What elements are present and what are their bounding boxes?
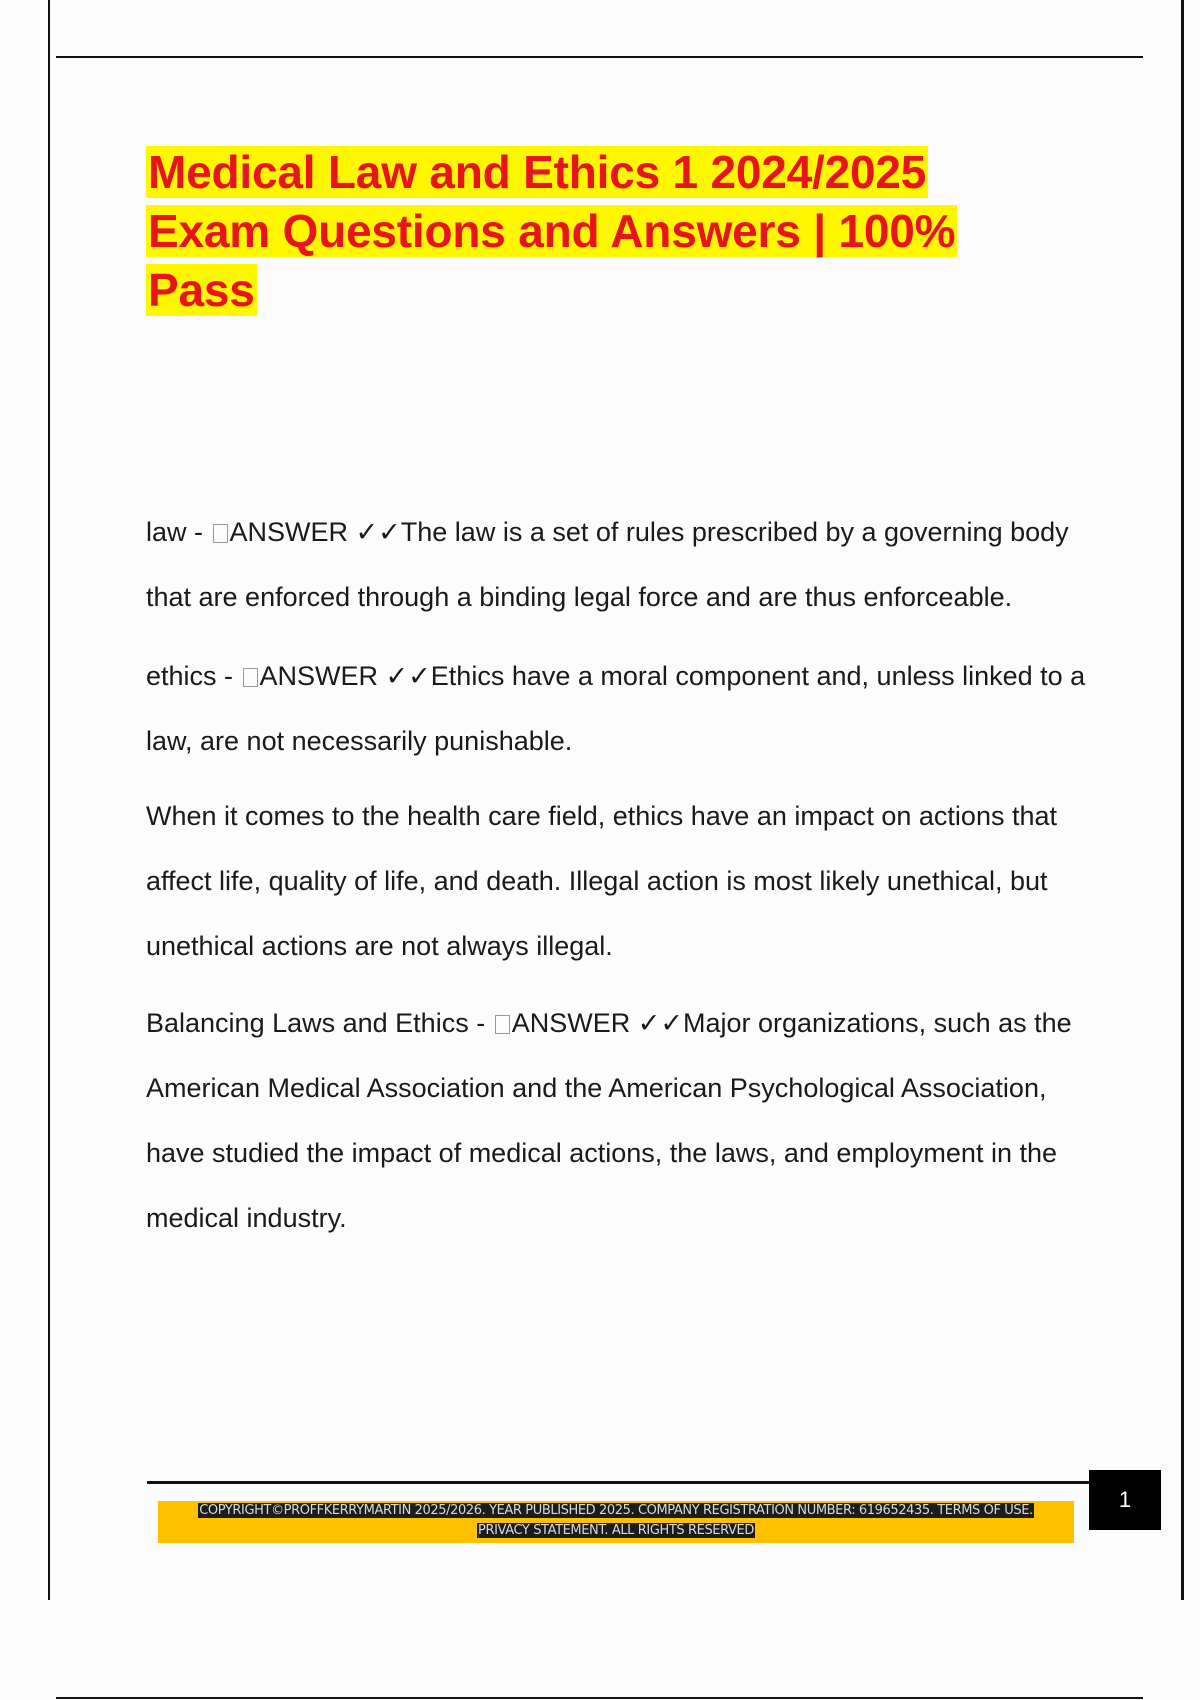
document-title — [146, 143, 1046, 320]
document-body — [146, 500, 1086, 1271]
header-rule — [56, 56, 1143, 58]
copyright-notice — [158, 1501, 1074, 1541]
answer-label: ANSWER ✓✓ — [229, 517, 401, 547]
answer-text: Major organizations, such as the American Medical Association and the American Psychological Association, have studied the impact of medical actions, the laws, and employment in the medical industry. — [146, 1008, 1072, 1233]
answer-text: Ethics have a moral component and, unless linked to a law, are not necessarily punishable. — [146, 661, 1086, 756]
page-border-right — [1181, 0, 1184, 1600]
title-line-3: Pass — [148, 264, 255, 316]
qa-entry-balancing — [146, 991, 1086, 1251]
title-line-1: Medical Law and Ethics 1 2024/2025 — [148, 146, 927, 198]
qa-entry-law — [146, 500, 1086, 630]
copyright-line-2: PRIVACY STATEMENT. ALL RIGHTS RESERVED — [478, 1523, 754, 1538]
term-label: ethics - — [146, 661, 241, 691]
term-label: Balancing Laws and Ethics - — [146, 1008, 493, 1038]
answer-label: ANSWER ✓✓ — [259, 661, 431, 691]
page-number: 1 — [1089, 1470, 1161, 1530]
missing-glyph-box-icon — [243, 668, 258, 687]
title-line-2: Exam Questions and Answers | 100% — [148, 205, 956, 257]
answer-label: ANSWER ✓✓ — [511, 1008, 683, 1038]
ethics-paragraph: When it comes to the health care field, ethics have an impact on actions that affect life, quality of life, and death. Illegal action is most likely unethical, but unethical actions are not always illegal. — [146, 801, 1057, 961]
page-bottom-rule — [56, 1697, 1143, 1699]
page-border-left — [48, 0, 50, 1600]
missing-glyph-box-icon — [213, 524, 228, 543]
missing-glyph-box-icon — [495, 1015, 510, 1034]
answer-text: The law is a set of rules prescribed by a governing body that are enforced through a binding legal force and are thus enforceable. — [146, 517, 1069, 612]
qa-entry-ethics — [146, 644, 1086, 774]
footer-rule — [147, 1481, 1092, 1484]
term-label: law - — [146, 517, 211, 547]
copyright-line-1: COPYRIGHT©PROFFKERRYMARTIN 2025/2026. YEAR PUBLISHED 2025. COMPANY REGISTRATION NUMBER: 619652435. TERMS OF USE. — [199, 1503, 1033, 1518]
